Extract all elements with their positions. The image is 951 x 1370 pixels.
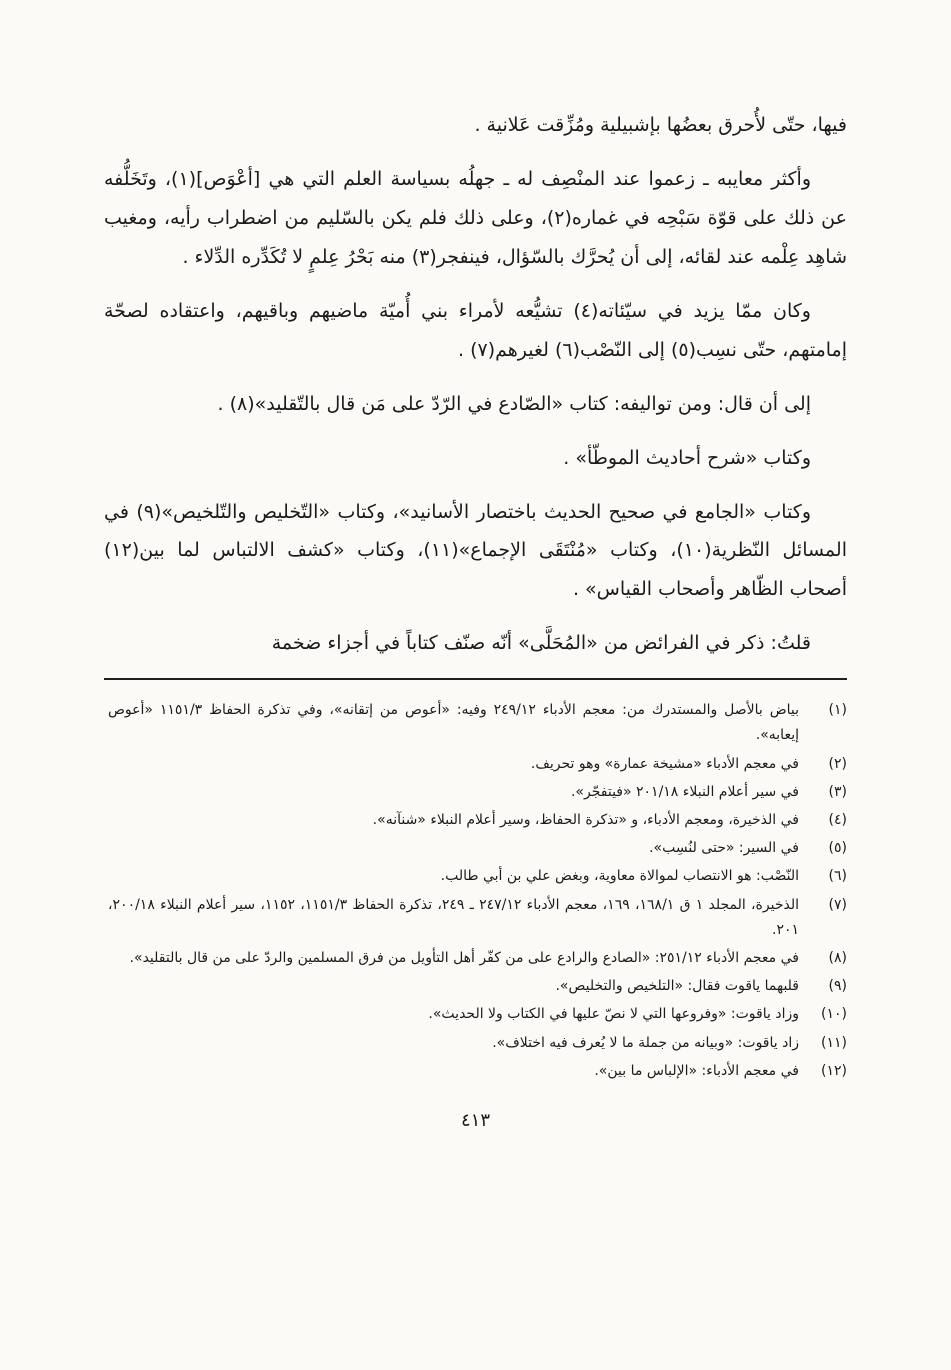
footnote-separator	[104, 678, 847, 680]
main-text	[104, 106, 847, 663]
footnote-number: (٢)	[828, 755, 847, 772]
footnote-number: (٩)	[828, 978, 847, 995]
footnote-text: في الذخيرة، ومعجم الأدباء، و «تذكرة الحفاظ، وسير أعلام النبلاء «شنآنه».	[372, 812, 799, 828]
footnote-text: في سير أعلام النبلاء ٢٠١/١٨ «فيتفجّر».	[570, 783, 799, 800]
footnote-number: (١٢)	[821, 1062, 847, 1079]
footnote-number: (١)	[828, 702, 847, 719]
footnote-item	[104, 698, 847, 748]
footnote-text: الذخيرة، المجلد ١ ق ١٦٨/١، ١٦٩، معجم الأدباء ٢٤٧/١٢ ـ ٢٤٩، تذكرة الحفاظ ١١٥١/٣، ١١٥٢، سير أعلام النبلاء ٢٠٠/١٨، ٢٠١.	[108, 896, 799, 938]
paragraph: وكتاب «الجامع في صحيح الحديث باختصار الأسانيد»، وكتاب «التّخليص والتّلخيص»(٩) في المسائل النّظرية(١٠)، وكتاب «مُنْتَقَى الإجماع»(١١)، وكتاب «كشف الالتباس لما بين(١٢) أصحاب الظّاهر وأصحاب القياس» .	[104, 500, 847, 601]
footnote-text: في معجم الأدباء: «الإلباس ما بين».	[594, 1062, 799, 1079]
footnote-text: النّصْب: هو الانتصاب لموالاة معاوية، وبغض علي بن أبي طالب.	[440, 868, 799, 885]
footnote-text: في السير: «حتى لنُسِب».	[649, 840, 799, 857]
footnote-text: وزاد ياقوت: «وفروعها التي لا نصّ عليها في الكتاب ولا الحديث».	[428, 1006, 799, 1023]
footnote-item	[104, 974, 847, 999]
footnote-text: في معجم الأدباء ٢٥١/١٢: «الصادع والرادع على من كفّر أهل التأويل من فرق المسلمين والردّ على من قال بالتقليد».	[129, 949, 799, 966]
paragraph: وكتاب «شرح أحاديث الموطّأ» .	[563, 446, 811, 469]
footnote-item	[104, 946, 847, 971]
paragraph: وأكثر معايبه ـ زعموا عند المنْصِف له ـ جهلُه بسياسة العلم التي هي [أعْوَص](١)، وتَخَلُّفه عن ذلك على قوّة سَبْحِه في غماره(٢)، وعلى ذلك فلم يكن بالسّليم من اضطراب رأيه، ومغيب شاهِد عِلْمه عند لقائه، إلى أن يُحرَّك بالسّؤال، فينفجر(٣) منه بَحْرُ عِلمٍ لا تُكَدِّره الدِّلاء .	[104, 167, 847, 268]
page-number: ٤١٣	[460, 1109, 490, 1131]
footnote-number: (٨)	[828, 949, 847, 966]
footnote-text: بياض بالأصل والمستدرك من: معجم الأدباء ٢٤٩/١٢ وفيه: «أعوص من إتقانه»، وفي تذكرة الحفاظ ١١٥١/٣ «أعوص إيعابه».	[108, 702, 800, 744]
footnote-number: (١٠)	[821, 1006, 847, 1023]
footnote-number: (١١)	[821, 1034, 847, 1051]
paragraph: وكان ممّا يزيد في سيّئاته(٤) تشيُّعه لأمراء بني أُميّة ماضيهم وباقيهم، واعتقاده لصحّة إمامتهم، حتّى نسِب(٥) إلى النّصْب(٦) لغيرهم(٧) .	[104, 299, 847, 361]
footnote-number: (٧)	[828, 896, 847, 913]
footnote-item	[104, 893, 847, 943]
footnote-text: قلبهما ياقوت فقال: «التلخيص والتخليص».	[555, 978, 799, 995]
footnote-number: (٦)	[828, 868, 847, 885]
footnote-number: (٤)	[828, 812, 847, 828]
footnote-item	[104, 780, 847, 805]
footnote-item	[104, 1031, 847, 1056]
footnote-item	[104, 752, 847, 777]
footnote-item	[104, 864, 847, 889]
footnote-number: (٥)	[828, 840, 847, 857]
footnote-item	[104, 1002, 847, 1027]
paragraph: إلى أن قال: ومن تواليفه: كتاب «الصّادع في الرّدّ على مَن قال بالتّقليد»(٨) .	[217, 392, 811, 415]
footnote-number: (٣)	[828, 783, 847, 800]
paragraph: فيها، حتّى لأُحرق بعضُها بإشبيلية ومُزِّقت عَلانية .	[474, 114, 847, 136]
footnote-item	[104, 836, 847, 861]
paragraph: قلتُ: ذكر في الفرائض من «المُحَلَّى» أنّه صنّف كتاباً في أجزاء ضخمة	[271, 632, 811, 655]
footnotes-section	[104, 698, 847, 1084]
footnote-item	[104, 1059, 847, 1084]
footnote-item	[104, 808, 847, 833]
footnote-text: في معجم الأدباء «مشيخة عمارة» وهو تحريف.	[530, 755, 799, 772]
footnote-text: زاد ياقوت: «وبيانه من جملة ما لا يُعرف فيه اختلاف».	[492, 1034, 799, 1051]
